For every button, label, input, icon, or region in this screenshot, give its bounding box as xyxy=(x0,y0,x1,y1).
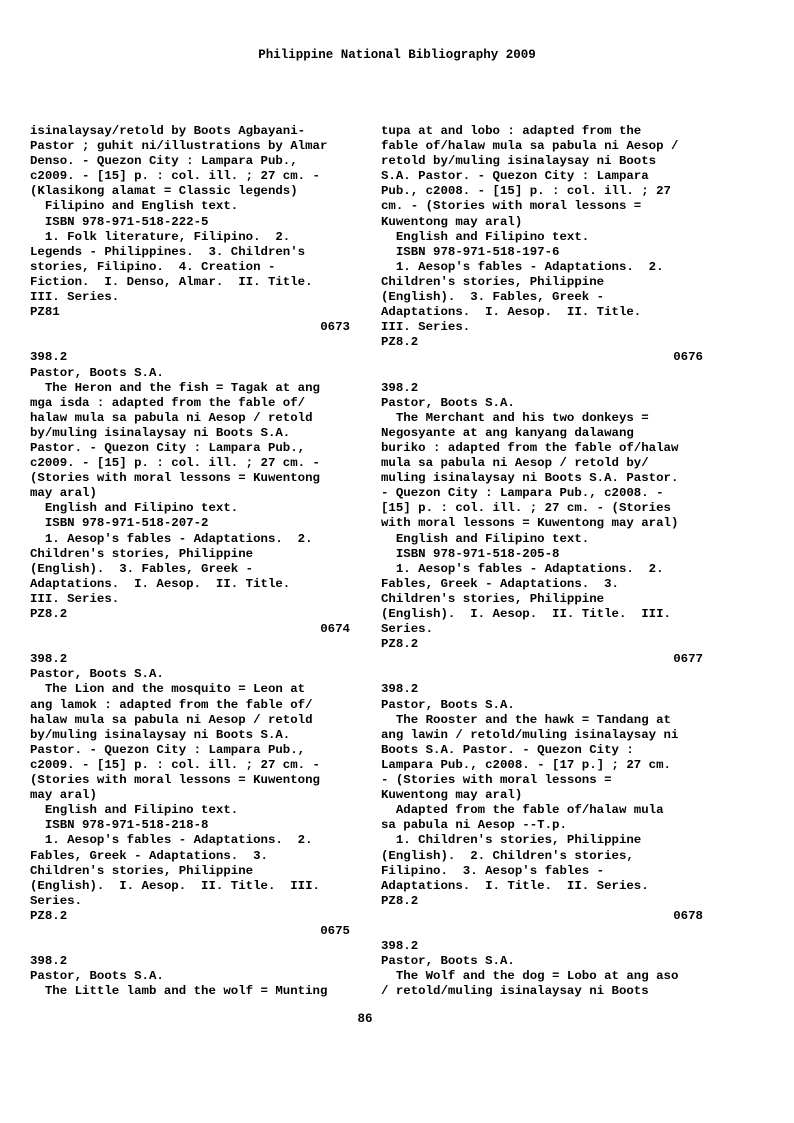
entry-line: PZ8.2 xyxy=(30,607,68,621)
entry-line: (English). I. Aesop. II. Title. III. xyxy=(30,878,320,893)
entry-line: ang lawin / retold/muling isinalaysay ni xyxy=(381,727,679,742)
entry-line: Fiction. I. Denso, Almar. II. Title. xyxy=(30,274,313,289)
entry-line: The Merchant and his two donkeys = xyxy=(381,410,649,425)
entry-line: ISBN 978-971-518-218-8 xyxy=(30,818,209,833)
entry-line: Fables, Greek - Adaptations. 3. xyxy=(30,848,268,863)
entry-line: ISBN 978-971-518-205-8 xyxy=(381,546,560,561)
entry-line: III. Series. xyxy=(30,290,120,305)
entry-line: by/muling isinalaysay ni Boots S.A. xyxy=(30,425,291,440)
entry-line: PZ8.2 xyxy=(381,637,419,652)
entry-line: halaw mula sa pabula ni Aesop / retold xyxy=(30,410,313,425)
entry-line: ISBN 978-971-518-207-2 xyxy=(30,516,209,531)
entry-number: 0674 xyxy=(320,622,350,637)
entry-line: - (Stories with moral lessons = xyxy=(381,773,612,788)
entry-line: Series. xyxy=(381,622,434,637)
entry-line: mula sa pabula ni Aesop / retold by/ xyxy=(381,456,649,471)
entry-line: English and Filipino text. xyxy=(30,803,239,818)
entry-line: S.A. Pastor. - Quezon City : Lampara xyxy=(381,169,649,184)
entry-line: buriko : adapted from the fable of/halaw xyxy=(381,440,679,455)
entry-line: with moral lessons = Kuwentong may aral) xyxy=(381,516,679,531)
entry-line: 398.2 xyxy=(381,682,419,697)
entry-line: 1. Aesop's fables - Adaptations. 2. xyxy=(30,531,313,546)
entry-number: 0675 xyxy=(320,923,350,938)
entry-line: Adaptations. I. Title. II. Series. xyxy=(381,878,649,893)
entry-line: / retold/muling isinalaysay ni Boots xyxy=(381,984,649,999)
entry-line: muling isinalaysay ni Boots S.A. Pastor. xyxy=(381,471,679,486)
entry-line: Adaptations. I. Aesop. II. Title. xyxy=(381,305,642,320)
entry-line: Filipino. 3. Aesop's fables - xyxy=(381,863,605,878)
entry-line: sa pabula ni Aesop --T.p. xyxy=(381,818,567,833)
entry-line: Lampara Pub., c2008. - [17 p.] ; 27 cm. xyxy=(381,757,671,772)
entry-number: 0673 xyxy=(320,320,350,335)
entry-line: Pastor, Boots S.A. xyxy=(381,697,515,712)
entry-line: Boots S.A. Pastor. - Quezon City : xyxy=(381,742,634,757)
entry-line: Pastor, Boots S.A. xyxy=(381,954,515,969)
entry-line: The Little lamb and the wolf = Munting xyxy=(30,984,328,999)
entry-line: c2009. - [15] p. : col. ill. ; 27 cm. - xyxy=(30,169,320,184)
entry-line: Pastor, Boots S.A. xyxy=(381,395,515,410)
entry-line: The Lion and the mosquito = Leon at xyxy=(30,682,306,697)
entry-line: Series. xyxy=(30,893,83,908)
running-header: Philippine National Bibliography 2009 xyxy=(258,48,536,62)
entry-line: 398.2 xyxy=(30,350,68,365)
entry-line: c2009. - [15] p. : col. ill. ; 27 cm. - xyxy=(30,456,320,471)
entry-line: 1. Aesop's fables - Adaptations. 2. xyxy=(30,833,313,848)
entry-line: 1. Aesop's fables - Adaptations. 2. xyxy=(381,561,664,576)
entry-line: PZ81 xyxy=(30,305,60,320)
entry-line: isinalaysay/retold by Boots Agbayani- xyxy=(30,124,306,138)
entry-line: Pub., c2008. - [15] p. : col. ill. ; 27 xyxy=(381,184,671,199)
entry-line: 1. Children's stories, Philippine xyxy=(381,833,642,848)
entry-line: Filipino and English text. xyxy=(30,199,239,214)
entry-line: Legends - Philippines. 3. Children's xyxy=(30,244,306,259)
entry-line: mga isda : adapted from the fable of/ xyxy=(30,395,306,410)
entry-line: ang lamok : adapted from the fable of/ xyxy=(30,697,313,712)
entry-line: Pastor. - Quezon City : Lampara Pub., xyxy=(30,742,306,757)
entry-line: (Stories with moral lessons = Kuwentong xyxy=(30,773,320,788)
entry-line: Fables, Greek - Adaptations. 3. xyxy=(381,576,619,591)
entry-line: The Rooster and the hawk = Tandang at xyxy=(381,712,671,727)
left-column xyxy=(30,124,350,999)
entry-line: halaw mula sa pabula ni Aesop / retold xyxy=(30,712,313,727)
entry-line: Negosyante at ang kanyang dalawang xyxy=(381,425,634,440)
right-column xyxy=(381,124,703,999)
entry-line: may aral) xyxy=(30,788,97,803)
entry-line: The Wolf and the dog = Lobo at ang aso xyxy=(381,969,679,984)
entry-gap xyxy=(381,924,703,939)
entry-line: PZ8.2 xyxy=(381,893,419,908)
entry-line: fable of/halaw mula sa pabula ni Aesop / xyxy=(381,139,679,154)
entry-gap xyxy=(30,637,350,652)
entry-line: by/muling isinalaysay ni Boots S.A. xyxy=(30,727,291,742)
entry-line: PZ8.2 xyxy=(381,335,419,350)
entry-line: Children's stories, Philippine xyxy=(381,274,605,289)
entry-line: cm. - (Stories with moral lessons = xyxy=(381,199,642,214)
entry-line: Adaptations. I. Aesop. II. Title. xyxy=(30,576,291,591)
entry-line: ISBN 978-971-518-222-5 xyxy=(30,214,209,229)
entry-line: Pastor, Boots S.A. xyxy=(30,969,164,984)
entry-line: 398.2 xyxy=(30,652,68,667)
entry-line: English and Filipino text. xyxy=(381,531,590,546)
entry-line: 1. Aesop's fables - Adaptations. 2. xyxy=(381,259,664,274)
entry-line: Children's stories, Philippine xyxy=(30,863,254,878)
entry-line: Pastor, Boots S.A. xyxy=(30,365,164,380)
entry-line: (Klasikong alamat = Classic legends) xyxy=(30,184,298,199)
entry-line: III. Series. xyxy=(30,591,120,606)
entry-gap xyxy=(381,366,703,381)
entry-line: English and Filipino text. xyxy=(30,501,239,516)
entry-number: 0678 xyxy=(673,908,703,923)
entry-line: retold by/muling isinalaysay ni Boots xyxy=(381,154,657,169)
entry-line: stories, Filipino. 4. Creation - xyxy=(30,259,276,274)
entry-gap xyxy=(30,939,350,954)
entry-line: Adapted from the fable of/halaw mula xyxy=(381,803,664,818)
entry-line: English and Filipino text. xyxy=(381,229,590,244)
entry-line: PZ8.2 xyxy=(30,908,68,923)
entry-line: Children's stories, Philippine xyxy=(381,591,605,606)
entry-line: (English). 3. Fables, Greek - xyxy=(381,290,605,305)
entry-line: 398.2 xyxy=(381,939,419,954)
entry-line: 398.2 xyxy=(30,954,68,969)
entry-line: Kuwentong may aral) xyxy=(381,788,523,803)
entry-gap xyxy=(381,667,703,682)
entry-line: Children's stories, Philippine xyxy=(30,546,254,561)
entry-line: The Heron and the fish = Tagak at ang xyxy=(30,380,320,395)
entry-number: 0677 xyxy=(673,652,703,667)
entry-line: Denso. - Quezon City : Lampara Pub., xyxy=(30,154,298,169)
entry-line: Kuwentong may aral) xyxy=(381,214,523,229)
entry-line: tupa at and lobo : adapted from the xyxy=(381,124,642,138)
entry-line: (English). I. Aesop. II. Title. III. xyxy=(381,607,671,621)
entry-line: Pastor. - Quezon City : Lampara Pub., xyxy=(30,440,306,455)
entry-line: (English). 3. Fables, Greek - xyxy=(30,561,254,576)
entry-gap xyxy=(30,335,350,350)
entry-line: 398.2 xyxy=(381,380,419,395)
entry-line: [15] p. : col. ill. ; 27 cm. - (Stories xyxy=(381,501,671,516)
entry-number: 0676 xyxy=(673,350,703,365)
entry-line: Pastor ; guhit ni/illustrations by Almar xyxy=(30,139,328,154)
entry-line: Pastor, Boots S.A. xyxy=(30,667,164,682)
entry-line: III. Series. xyxy=(381,320,471,335)
entry-line: 1. Folk literature, Filipino. 2. xyxy=(30,229,291,244)
entry-line: c2009. - [15] p. : col. ill. ; 27 cm. - xyxy=(30,757,320,772)
entry-line: (English). 2. Children's stories, xyxy=(381,848,634,863)
entry-line: (Stories with moral lessons = Kuwentong xyxy=(30,471,320,486)
entry-line: ISBN 978-971-518-197-6 xyxy=(381,244,560,259)
page-number: 86 xyxy=(357,1012,373,1026)
entry-line: may aral) xyxy=(30,486,97,501)
entry-line: - Quezon City : Lampara Pub., c2008. - xyxy=(381,486,664,501)
